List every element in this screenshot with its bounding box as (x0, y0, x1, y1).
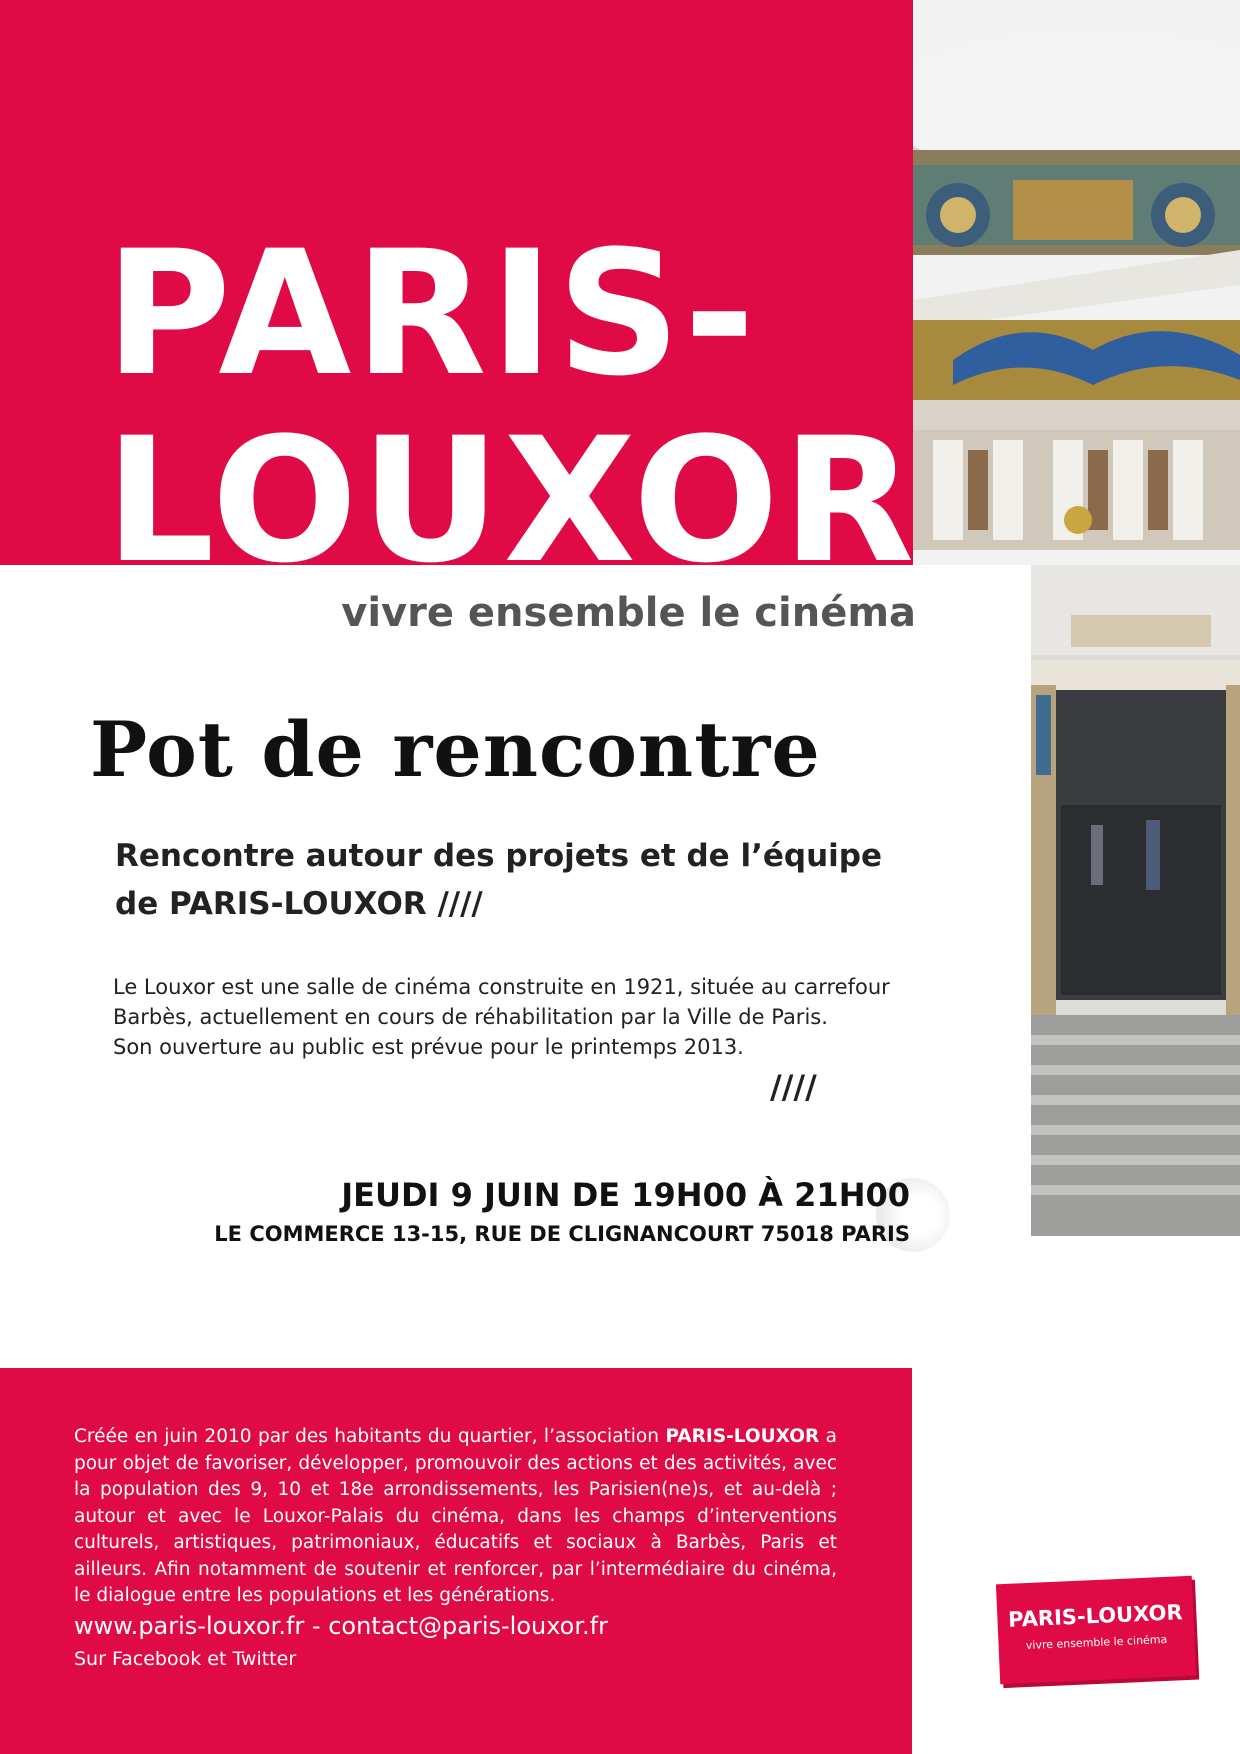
event-subtitle-line-1: Rencontre autour des projets et de l’équipe (115, 838, 883, 874)
logo-name: PARIS-LOUXOR (1007, 1600, 1184, 1632)
logo-tagline: vivre ensemble le cinéma (1025, 1632, 1168, 1653)
event-address: LE COMMERCE 13-15, RUE DE CLIGNANCOURT 75018 PARIS (214, 1222, 910, 1246)
event-description (113, 972, 890, 1062)
website-contact-link[interactable]: www.paris-louxor.fr - contact@paris-louxor.fr (74, 1612, 608, 1640)
tagline: vivre ensemble le cinéma (341, 590, 916, 636)
photo-white-cutout (913, 565, 1031, 1236)
description-line: Son ouverture au public est prévue pour le printemps 2013. (113, 1035, 744, 1059)
about-org-name: PARIS-LOUXOR (665, 1426, 820, 1447)
main-title-line-1: PARIS- (105, 213, 759, 414)
social-media-text: Sur Facebook et Twitter (74, 1648, 297, 1670)
building-facade-lower-image (1031, 565, 1240, 1236)
description-line: Barbès, actuellement en cours de réhabilitation par la Ville de Paris. (113, 1005, 828, 1029)
about-rest: a pour objet de favoriser, développer, promouvoir des actions et des activités, avec la population des 9, 10 et 18e arrondissements, les Parisien(ne)s, et au-delà ; autour et avec le Louxor-Palais du cinéma, dans les champs d’interventions culturels, artistiques, patrimoniaux, éducatifs et sociaux à Barbès, Paris et ailleurs. Afin notamment de soutenir et renforcer, par l’intermédiaire du cinéma, le dialogue entre les populations et les générations. (74, 1426, 837, 1606)
description-line: Le Louxor est une salle de cinéma construite en 1921, située au carrefour (113, 975, 890, 999)
decorative-slashes: //// (770, 1068, 817, 1106)
main-title-line-2: LOUXOR (105, 415, 918, 565)
association-description (74, 1424, 837, 1610)
event-subtitle (115, 832, 882, 928)
louxor-building-photo (913, 0, 1240, 1236)
paris-louxor-logo (996, 1576, 1196, 1684)
event-title: Pot de rencontre (90, 705, 821, 794)
building-facade-upper-image (913, 0, 1240, 565)
event-subtitle-line-2: de PARIS-LOUXOR //// (115, 886, 483, 922)
about-intro: Créée en juin 2010 par des habitants du quartier, l’association (74, 1426, 659, 1447)
event-date: JEUDI 9 JUIN DE 19H00 À 21H00 (341, 1176, 910, 1214)
